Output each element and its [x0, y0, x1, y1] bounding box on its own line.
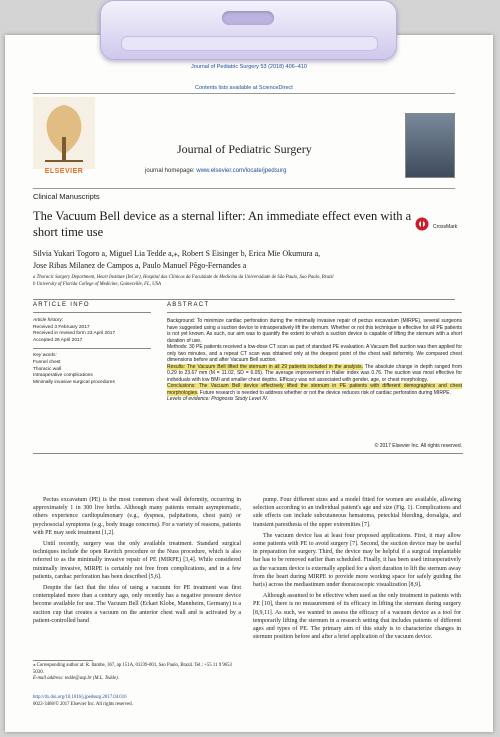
homepage-link[interactable]: www.elsevier.com/locate/jpedsurg [196, 168, 287, 174]
abstract-methods: Methods: 30 PE patients received a low-dose CT scan as part of standard PE evaluation. A Vacuum Bell suction was then applied for only two minutes, and a repeat CT scan was obtained only at the deepest point of the chest wall deformity. We compared chest dimensions before and after Vacuum Bell suction. [167, 344, 462, 363]
journal-title: Journal of Pediatric Surgery [177, 142, 312, 156]
author-list [33, 248, 453, 272]
doi-block [33, 695, 241, 708]
affiliation-b: b University of Florida College of Medicine, Gainesville, FL, USA [33, 282, 161, 287]
affiliations [33, 274, 463, 288]
abstract-background: Background: To minimize cardiac perforation during the minimally invasive repair of pectus excavatum (MIRPE), several surgeons have suggested using a suction device to intraoperatively lift the sternum. Whether or not this technique is effective for all PE patients is not yet known. As such, our aim was to quantify the extent to which a suction device is capable of lifting the sternum with a short duration of use. [167, 318, 462, 344]
journal-header-box [33, 93, 455, 189]
clip-hole [222, 11, 274, 25]
clip-bar [121, 36, 378, 51]
paragraph: Pectus excavatum (PE) is the most common chest wall deformity, occurring in approximately 1 in 300 live births. Although many patients remain asymptomatic, others experience cardiopulmonary (e.g., dyspnea, palpitations, chest pain) or psychosocial symptoms (e.g., body image concerns). For a variety of reasons, patients with PE may seek treatment [1,2]. [33, 497, 241, 536]
journal-citation-line[interactable]: Journal of Pediatric Surgery 53 (2018) 406–410 [191, 64, 307, 70]
paragraph: pump. Four different sizes and a model fitted for women are available, allowing selection according to an individual patient's age and size (Fig. 1). Complications and side effects can include subcutaneous hematoma, petechial bleeding, dorsalgia, and transient paresthesia of the upper extremities [7]. [253, 497, 461, 528]
journal-homepage [145, 168, 286, 174]
elsevier-logo [33, 97, 95, 169]
crossmark-icon [415, 217, 429, 231]
authors-line-2: Jose Ribas Milanez de Campos a, Paulo Manuel Pêgo-Fernandes a [33, 261, 247, 270]
crossmark-badge[interactable] [415, 215, 457, 233]
abstract-level: Levels of evidence: Prognosis Study Level IV. [167, 396, 269, 402]
section-heading: Clinical Manuscripts [33, 192, 100, 201]
journal-cover-image [405, 113, 455, 178]
corresponding-author: ⁎ Corresponding author at: R. Itambe, 367, ap 151A, 01239-001, Sao Paulo, Brazil. Tel.: +55 11 9 9653 5030. [33, 663, 232, 675]
divider [33, 312, 151, 313]
article-info-header: ARTICLE INFO [33, 302, 90, 308]
conclusions-highlight: Conclusions: The Vacuum Bell device effectively lifted the sternum in PE patients with different demographics and chest morphologies. [167, 383, 462, 396]
accepted-date: Accepted 26 April 2017 [33, 337, 83, 343]
keyword: Funnel chest [33, 359, 61, 365]
revised-date: Received in revised form 23 April 2017 [33, 331, 116, 337]
results-text: The absolute change in depth ranged from 0.29 to 23.67 mm (M = 11.02, SD = 6.05). The average improvement in Haller index was 0.76. The suction was most effective for individuals with low BMI and smaller chest depths. Efficacy was not associated with gender, age, or chest morphology. [167, 363, 463, 383]
abstract-header: ABSTRACT [167, 302, 210, 308]
divider [33, 453, 463, 454]
conclusions-text: Future research is needed to address whether or not the device reduces risk of cardiac perforation during MIRPE. [198, 389, 452, 396]
keywords-label: Key words: [33, 353, 57, 359]
divider [33, 348, 151, 349]
paragraph: Until recently, surgery was the only available treatment. Standard surgical techniques include the open Ravitch procedure or the Nuss procedure, which is also referred to as the minimally invasive repair of PE (MIRPE) [3,4]. While considered minimally invasive, MIRPE is certainly not free from complications, and in a few patients, cardiac perforation has been described [5,6]. [33, 541, 241, 580]
footnote [33, 663, 241, 683]
abstract-results [167, 364, 462, 384]
affiliation-a: a Thoracic Surgery Department, Heart Institute (InCor), Hospital das Clínicas da Faculdade de Medicina da Universidade de São Paulo, Sao Paulo, Brazil [33, 275, 334, 280]
paragraph: Although assumed to be effective when used as the only treatment in patients with PE [10], there is no measurement of its efficacy in lifting the sternum during surgery [8,9,11]. As such, we wanted to assess the efficacy of a vacuum device as a tool for temporarily lifting the sternum in a research setting that includes patients of different ages and types of PE. The primary aim of this study is to characterize changes in sternum position before and after a brief application of the vacuum device. [253, 593, 461, 641]
clipboard-clip [100, 0, 397, 60]
abstract-conclusions [167, 383, 462, 396]
footnote-divider [33, 660, 93, 661]
article-title: The Vacuum Bell device as a sternal lifter: An immediate effect even with a short time use [33, 209, 412, 239]
contents-line: Contents lists available at ScienceDirect [195, 85, 293, 91]
homepage-label: journal homepage: [145, 168, 195, 174]
body-column-right [253, 496, 461, 644]
copyright-notice: © 2017 Elsevier Inc. All rights reserved. [374, 443, 462, 449]
abstract-body [167, 318, 462, 403]
received-date: Received 3 February 2017 [33, 324, 90, 330]
document-page [5, 35, 493, 732]
author-email: E-mail address: tedde@usp.br (M.L. Tedde). [33, 676, 119, 681]
doi-link[interactable]: http://dx.doi.org/10.1016/j.jpedsurg.2017.04.016 [33, 695, 127, 700]
history-label: Article history: [33, 318, 64, 323]
divider [167, 312, 462, 313]
issn-line: 0022-3468/© 2017 Elsevier Inc. All rights reserved. [33, 701, 133, 707]
keyword: Minimally invasive surgical procedures [33, 379, 115, 385]
body-column-left [33, 496, 241, 628]
paragraph: Despite the fact that the idea of using a vacuum for PE treatment was first contemplated more than a century ago, only recently has a negative pressure device become available for use. The Vacuum Bell (Eckart Klobe, Mannheim, Germany) is a suction cup that creates a vacuum on the anterior chest wall and is activated by a patient-controlled hand [33, 585, 241, 624]
keyword: Thoracic wall [33, 366, 61, 372]
divider [33, 299, 455, 300]
publisher-name: ELSEVIER [44, 168, 84, 175]
crossmark-label: CrossMark [433, 224, 458, 230]
results-highlight: Results: The Vacuum Bell lifted the sternum in all 29 patients included in the analysis. [167, 363, 363, 370]
paragraph: The vacuum device has at least four proposed applications. First, it may allow some patients with PE to avoid surgery [7]. Second, the suction device may be useful in preparation for surgery. Third, the device may be helpful if a surgical implantable bar has to be removed earlier than scheduled. Finally, it has been used intraoperatively as the vacuum device is externally applied for a short duration to lift the sternum away from the heart during MIRPE to provide more working space for safely guiding the bar(s) across the mediastinum under thoracoscopic visualization [8,9]. [253, 532, 461, 589]
keyword: Intraoperative complications [33, 373, 93, 379]
article-info [33, 318, 151, 386]
authors-line-1: Silvia Yukari Togoro a, Miguel Lia Tedde a,⁎, Robert S Eisinger b, Erica Mie Okumura a, [33, 249, 321, 258]
